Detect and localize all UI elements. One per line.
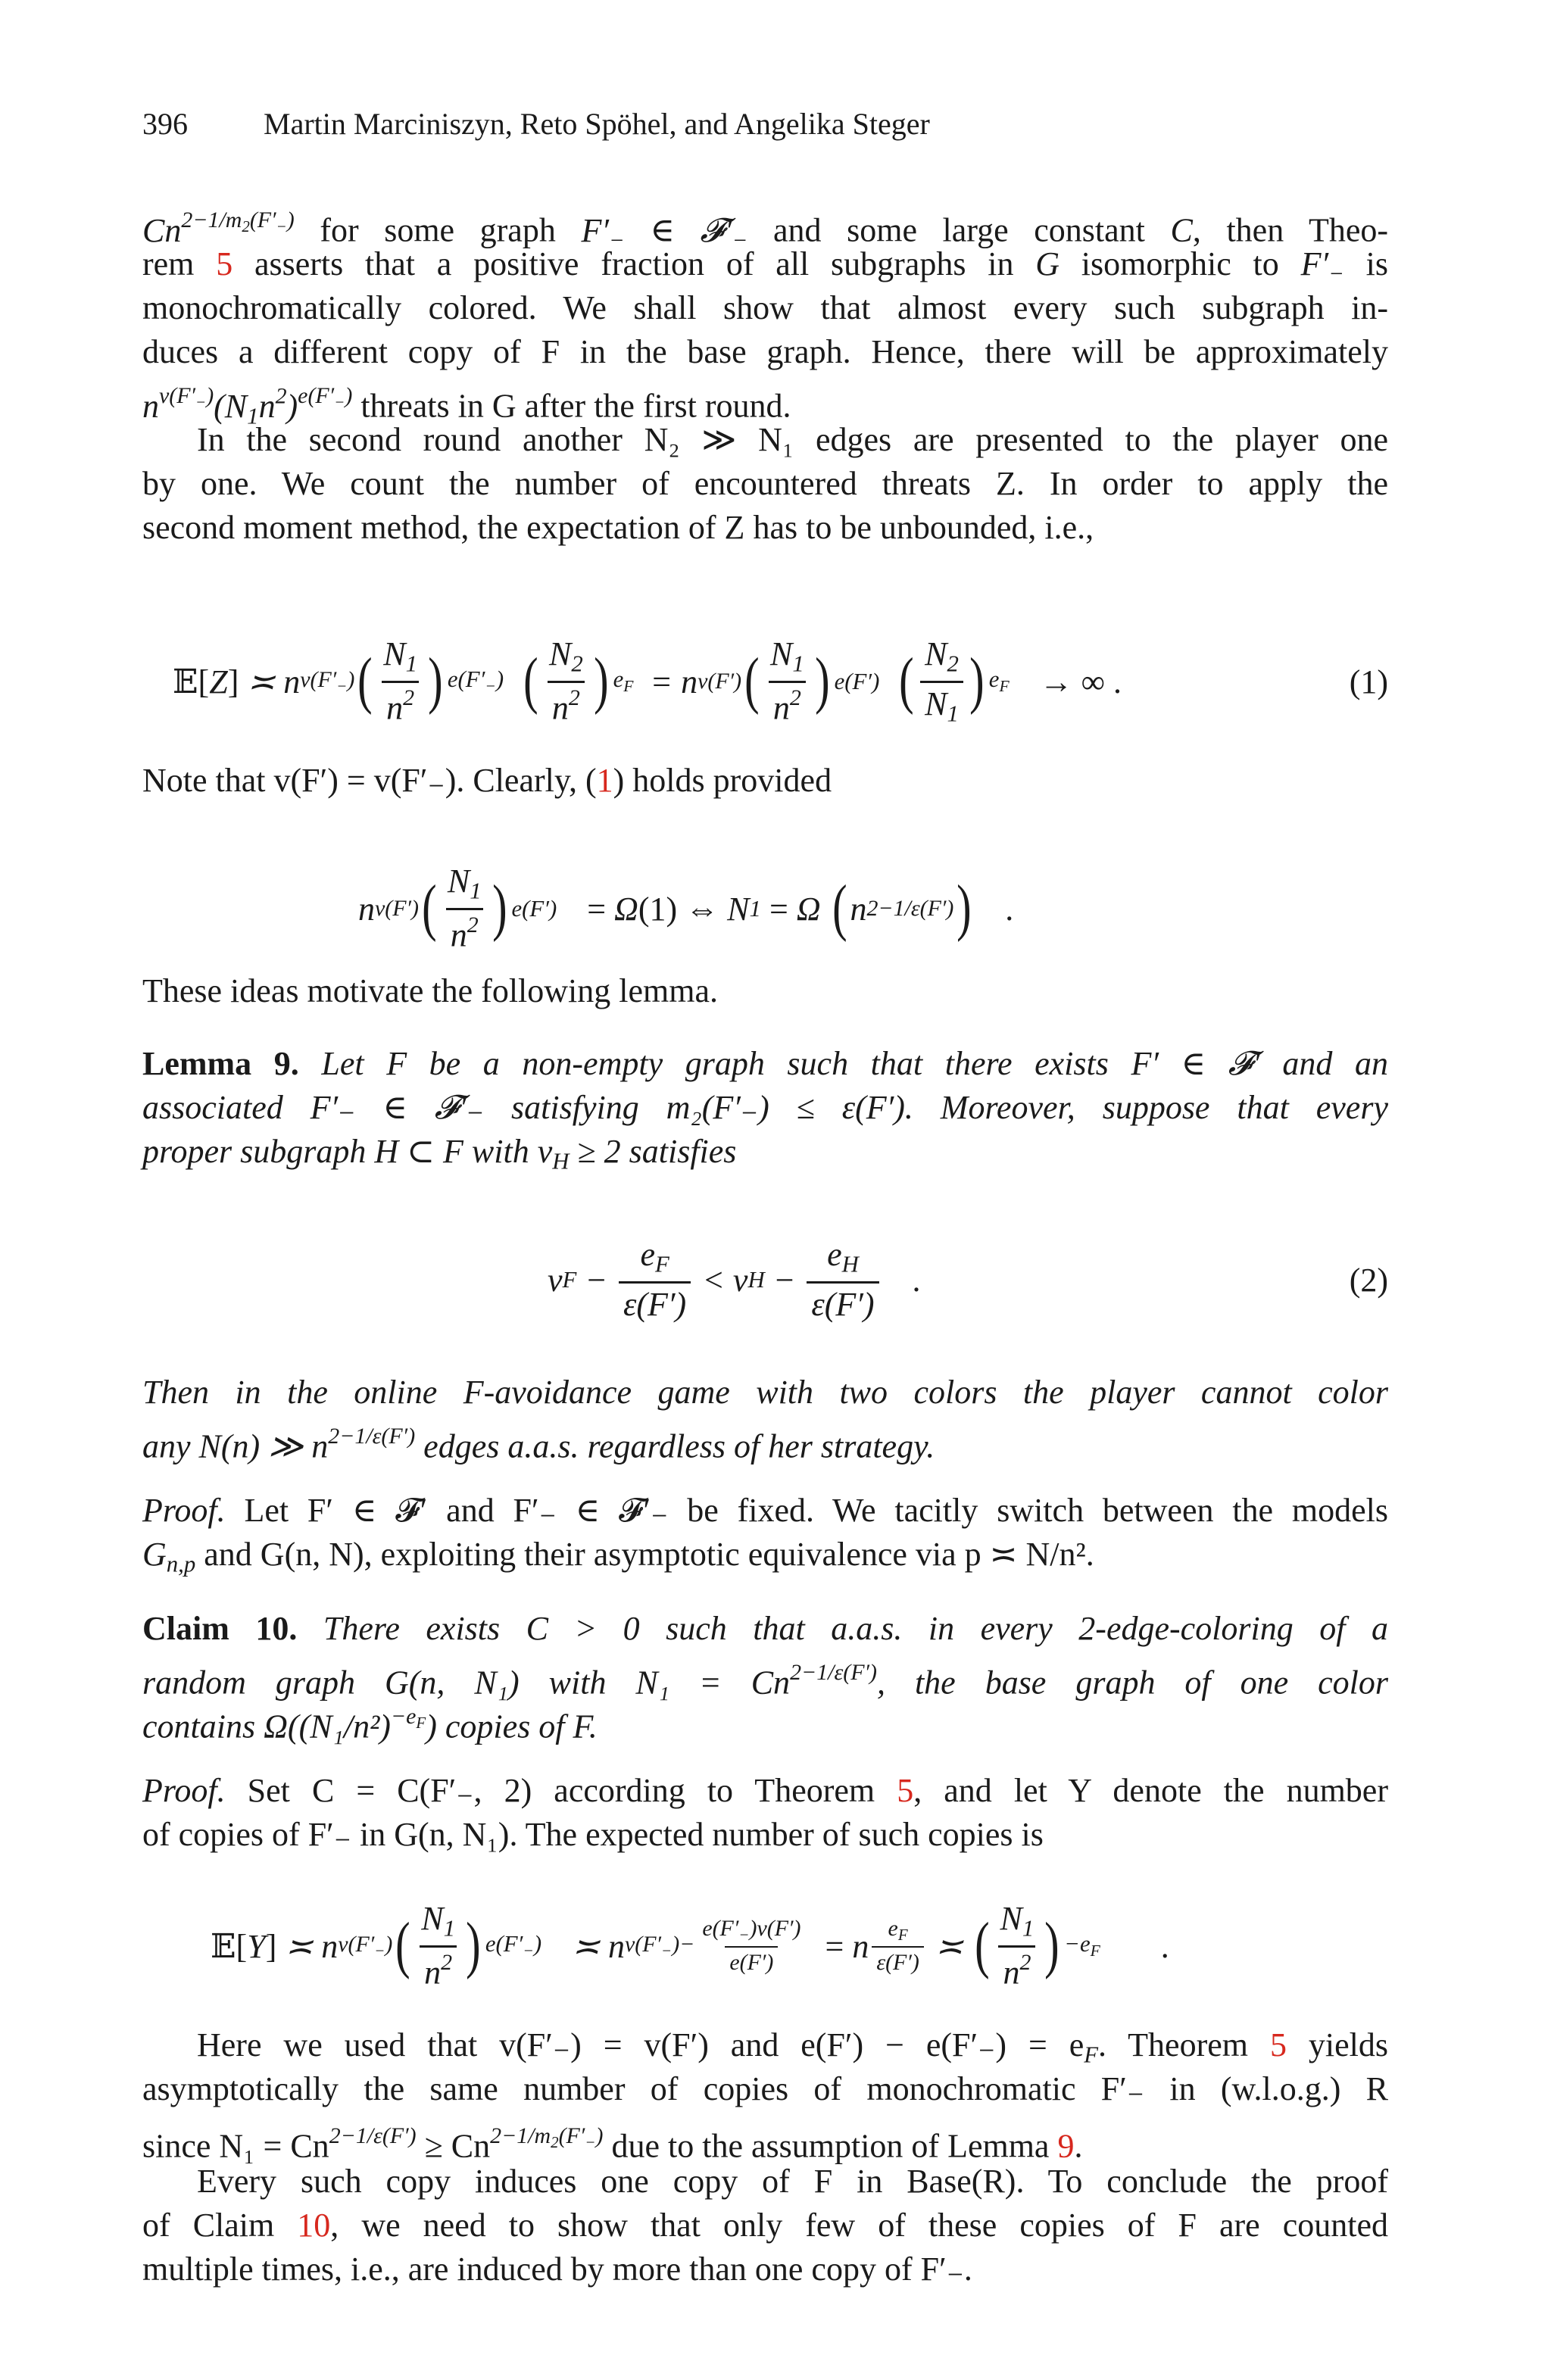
proof-label: Proof.: [142, 1492, 226, 1529]
lemma-line: Lemma 9. Let F be a non-empty graph such that there exists F′ ∈ 𝓕′ and an: [142, 1045, 1389, 1082]
running-header: [142, 106, 1388, 142]
text-line: $Cn^{2-1/m_2(F'_-)}$ for some graph $F'_-$ ∈ $𝓕'_-$ and some large constant C, then Theo-: [142, 207, 1389, 254]
lemma-line: proper subgraph H ⊂ F with $v_H \ge 2$ satisfies: [142, 1133, 737, 1174]
text-line: by one. We count the number of encountered threats Z. In order to apply the: [142, 465, 1388, 502]
equation-1: 𝔼 [ Z ] ≍ n $v(F'_-)$ ( $\frac{N_1}{n^2}$ ) $e(F'_-)$ ( $\frac{N_2}{n^2}$ ) $e_F$ = n v(F′) ( $\frac{N_1}{n^2}$ ) e(F′) ( $\frac{N_2}{N_1}$ ) $e_F$ → ∞ . (1): [142, 606, 1388, 757]
equation-number: (1): [1349, 663, 1388, 700]
claim-label: Claim 10.: [142, 1610, 298, 1647]
ref-equation-1[interactable]: 1: [596, 762, 613, 799]
text-line: These ideas motivate the following lemma.: [142, 972, 719, 1009]
ref-claim-10[interactable]: 10: [297, 2207, 331, 2244]
text-line: duces a different copy of F in the base graph. Hence, there will be approximately: [142, 333, 1388, 370]
text-line: rem 5 asserts that a positive fraction of all subgraphs in G isomorphic to $F'_-$ is: [142, 245, 1389, 287]
ref-theorem-5[interactable]: 5: [1269, 2026, 1287, 2063]
text-line: Every such copy induces one copy of F in Base(R). To conclude the proof: [197, 2163, 1388, 2200]
proof-line: of copies of F′₋ in G(n, N₁). The expected number of such copies is: [142, 1816, 1044, 1853]
claim-line: Claim 10. There exists C > 0 such that a.a.s. in every 2-edge-coloring of a: [142, 1610, 1388, 1647]
text-line: $n^{v(F'_-)}(N_1n^2)^{e(F'_-)}$ threats in G after the first round.: [142, 383, 791, 429]
claim-line: random graph G(n, N₁) with $N_1 = Cn^{2-1/\varepsilon(F')}$, the base graph of one color: [142, 1660, 1388, 1702]
text-line: asymptotically the same number of copies of monochromatic F′₋ in (w.l.o.g.) R: [142, 2070, 1388, 2107]
proof-line: $G_{n,p}$ and G(n, N), exploiting their asymptotic equivalence via p ≍ N/n².: [142, 1536, 1094, 1577]
equation-provided: n v(F′) ( $\frac{N_1}{n^2}$ ) e(F′) = Ω (1) ⇔ N 1 = Ω ( n 2−1/ε(F′) ) .: [358, 862, 1014, 954]
proof-line: Proof. Set C = C(F′₋, 2) according to Theorem 5, and let Y denote the number: [142, 1772, 1388, 1809]
text-line: In the second round another N₂ ≫ N₁ edges are presented to the player one: [197, 421, 1388, 458]
lemma-line: any N(n) ≫ $n^{2-1/\varepsilon(F')}$ edges a.a.s. regardless of her strategy.: [142, 1424, 935, 1465]
equation-number: (2): [1349, 1261, 1388, 1299]
claim-line: contains $\Omega((N_1/n^2)^{-e_F})$ copies of F.: [142, 1704, 598, 1745]
text-line: monochromatically colored. We shall show that almost every such subgraph in-: [142, 289, 1388, 326]
ref-theorem-5[interactable]: 5: [216, 245, 233, 282]
text-line: Here we used that v(F′₋) = v(F′) and $e(F') - e(F'_-) = e_F$. Theorem 5 yields: [197, 2026, 1388, 2068]
lemma-line: Then in the online F-avoidance game with two colors the player cannot color: [142, 1374, 1388, 1411]
equation-2: v F − $\frac{e_F}{\varepsilon(F')}$ < v H − $\frac{e_H}{\varepsilon(F')}$ . (2): [142, 1219, 1388, 1340]
text-line: multiple times, i.e., are induced by more than one copy of F′₋.: [142, 2251, 972, 2288]
text-line: of Claim 10, we need to show that only few of these copies of F are counted: [142, 2207, 1389, 2244]
text-line: Note that v(F′) = v(F′₋). Clearly, (1) holds provided: [142, 762, 832, 799]
equation-expected-y: 𝔼 [ Y ] ≍ n $v(F'_-)$ ( $\frac{N_1}{n^2}$ ) $e(F'_-)$ ≍ n $v(F'_-)-$ $\frac{e(F'_-)v(F')}{e(F')}$ = n $\frac{e_F}{\varepsilon(F')}$ ≍ ( $\frac{N_1}{n^2}$ ) $-e_F$ .: [211, 1900, 1169, 1992]
text-line: second moment method, the expectation of Z has to be unbounded, i.e.,: [142, 509, 1094, 546]
proof-label: Proof.: [142, 1772, 226, 1809]
lemma-line: associated F′₋ ∈ 𝓕′₋ satisfying m₂(F′₋) ≤ ε(F′). Moreover, suppose that every: [142, 1089, 1388, 1126]
lemma-label: Lemma 9.: [142, 1045, 299, 1082]
ref-theorem-5[interactable]: 5: [897, 1772, 914, 1809]
text-line: since $N_1 = Cn^{2-1/\varepsilon(F')} \ge Cn^{2-1/m_2(F'_-)}$ due to the assumption of Lemma 9.: [142, 2123, 1083, 2165]
running-head-authors: Martin Marciniszyn, Reto Spöhel, and Angelika Steger: [264, 107, 930, 141]
page-number: 396: [142, 107, 188, 141]
ref-lemma-9[interactable]: 9: [1057, 2127, 1075, 2165]
proof-line: Proof. Let F′ ∈ 𝓕′ and F′₋ ∈ 𝓕′₋ be fixed. We tacitly switch between the models: [142, 1492, 1389, 1529]
